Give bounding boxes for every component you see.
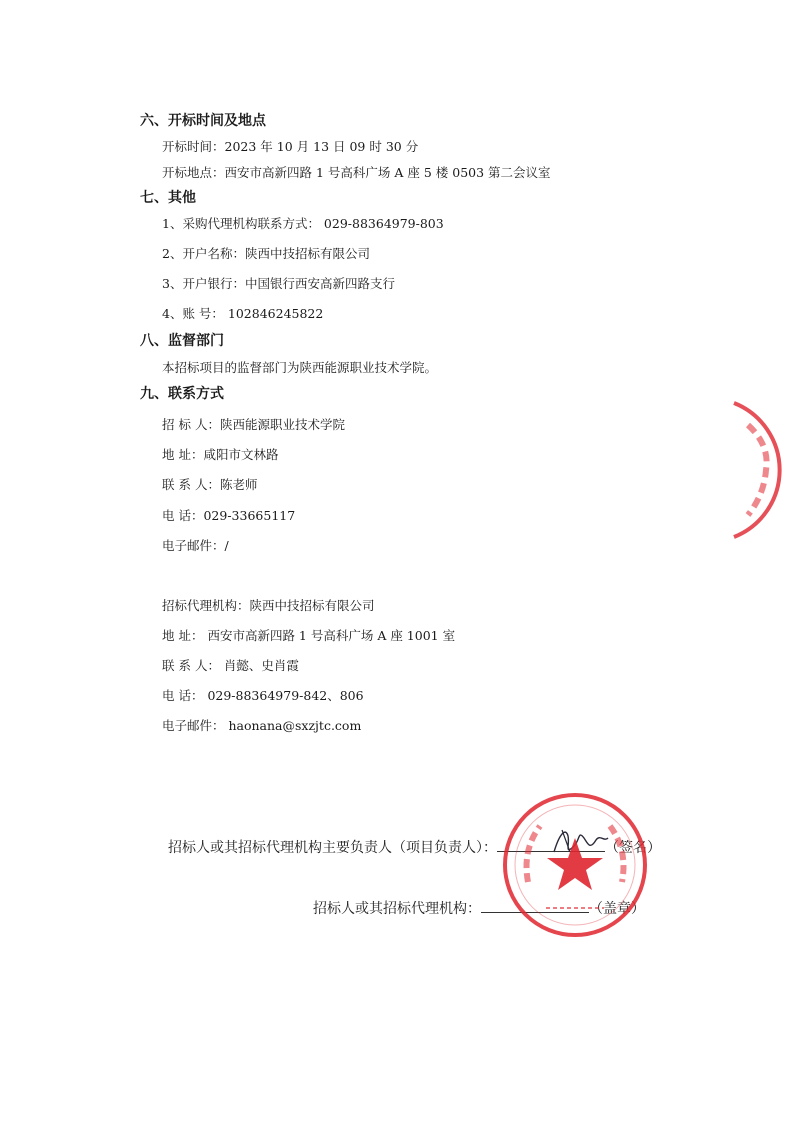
section6-title: 六、开标时间及地点 [140,113,266,129]
section7-item-4: 4、账 号： 102846245822 [162,306,324,321]
section7-title: 七、其他 [140,190,196,206]
agency-phone: 电 话： 029-88364979-842、806 [162,688,364,703]
leader-signature-suffix: （签名） [605,840,661,856]
company-seal-icon [500,790,650,940]
leader-signature-label: 招标人或其招标代理机构主要负责人（项目负责人）： [168,840,497,856]
section8-title: 八、监督部门 [140,333,224,349]
agency-contact: 联 系 人： 肖懿、史肖霞 [162,658,299,673]
agency-email: 电子邮件： haonana@sxzjtc.com [162,718,362,733]
section9-title: 九、联系方式 [140,386,224,402]
partial-seal-icon [730,395,793,545]
section7-item-2: 2、开户名称：陕西中技招标有限公司 [162,246,370,261]
agency-address: 地 址： 西安市高新四路 1 号高科广场 A 座 1001 室 [162,628,456,643]
section7-item-1: 1、采购代理机构联系方式： 029-88364979-803 [162,216,444,231]
tenderer-contact: 联 系 人：陈老师 [162,477,258,492]
seal-suffix: （盖章） [589,901,645,917]
section7-item-3: 3、开户银行：中国银行西安高新四路支行 [162,276,395,291]
tenderer-name: 招 标 人：陕西能源职业技术学院 [162,417,345,432]
agency-name: 招标代理机构：陕西中技招标有限公司 [162,598,375,613]
tenderer-address: 地 址：咸阳市文林路 [162,447,279,462]
seal-label: 招标人或其招标代理机构： [313,901,481,917]
tenderer-phone: 电 话：029-33665117 [162,508,296,523]
section8-text: 本招标项目的监督部门为陕西能源职业技术学院。 [162,360,438,375]
section6-place: 开标地点：西安市高新四路 1 号高科广场 A 座 5 楼 0503 第二会议室 [162,165,551,180]
section6-time: 开标时间：2023 年 10 月 13 日 09 时 30 分 [162,139,419,154]
tenderer-email: 电子邮件：/ [162,538,229,553]
